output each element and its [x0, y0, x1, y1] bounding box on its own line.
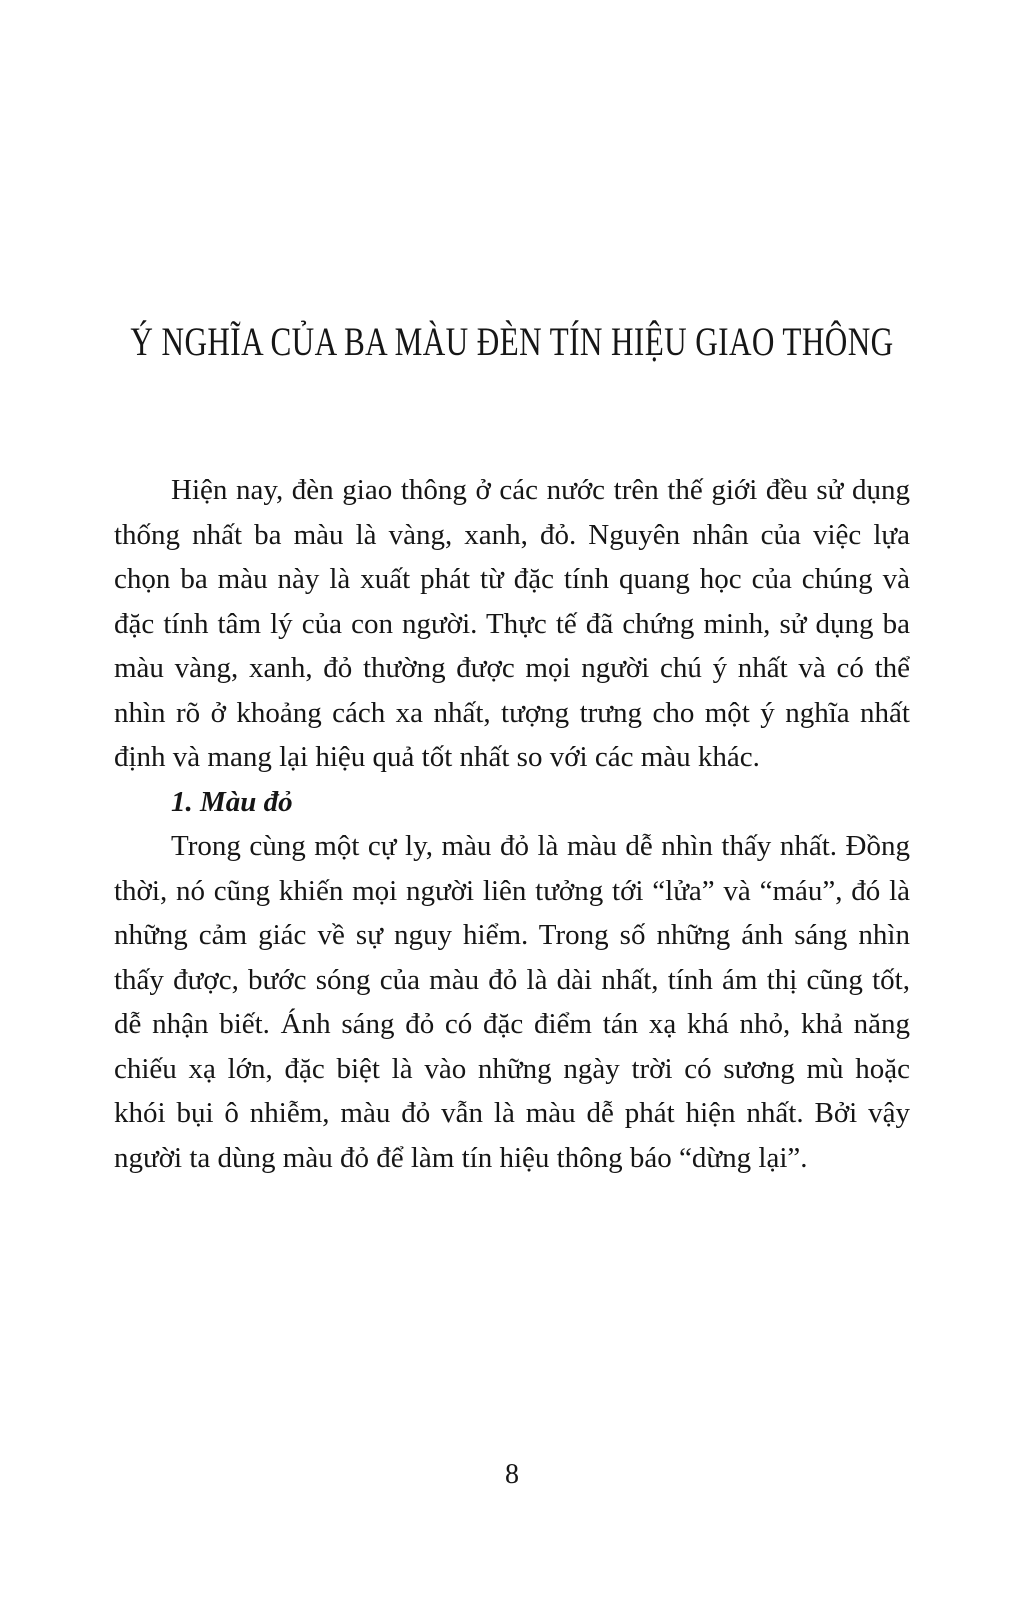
paragraph-red-color: Trong cùng một cự ly, màu đỏ là màu dễ nhìn thấy nhất. Đồng thời, nó cũng khiến mọi người liên tưởng tới “lửa” và “máu”, đó là những cảm giác về sự nguy hiểm. Trong số những ánh sáng nhìn thấy được, bước sóng của màu đỏ là dài nhất, tính ám thị cũng tốt, dễ nhận biết. Ánh sáng đỏ có đặc điểm tán xạ khá nhỏ, khả năng chiếu xạ lớn, đặc biệt là vào những ngày trời có sương mù hoặc khói bụi ô nhiễm, màu đỏ vẫn là màu dễ phát hiện nhất. Bởi vậy người ta dùng màu đỏ để làm tín hiệu thông báo “dừng lại”. — [114, 830, 910, 1174]
page-title: Ý NGHĨA CỦA BA MÀU ĐÈN TÍN HIỆU GIAO THÔNG — [130, 319, 894, 364]
section-heading-red: 1. Màu đỏ — [171, 785, 293, 818]
page-number: 8 — [505, 1459, 519, 1490]
text-block — [114, 468, 910, 1180]
paragraph-intro: Hiện nay, đèn giao thông ở các nước trên thế giới đều sử dụng thống nhất ba màu là vàng, xanh, đỏ. Nguyên nhân của việc lựa chọn ba màu này là xuất phát từ đặc tính quang học của chúng và đặc tính tâm lý của con người. Thực tế đã chứng minh, sử dụng ba màu vàng, xanh, đỏ thường được mọi người chú ý nhất và có thể nhìn rõ ở khoảng cách xa nhất, tượng trưng cho một ý nghĩa nhất định và mang lại hiệu quả tốt nhất so với các màu khác. — [114, 474, 910, 773]
